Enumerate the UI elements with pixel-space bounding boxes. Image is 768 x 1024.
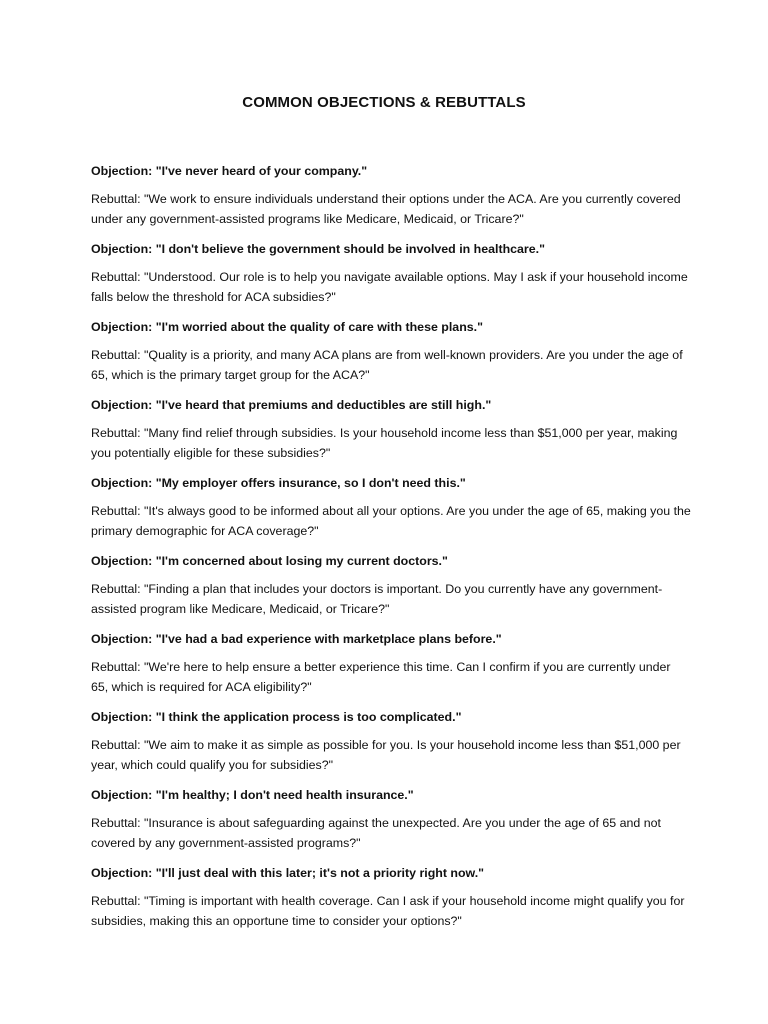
objection-text: Objection: "I've heard that premiums and deductibles are still high." xyxy=(91,398,492,412)
objection-pair xyxy=(91,552,691,619)
rebuttal-text: Rebuttal: "Understood. Our role is to help you navigate available options. May I ask if your household income falls below the threshold for ACA subsidies?" xyxy=(91,270,688,304)
objection-text: Objection: "I'll just deal with this later; it's not a priority right now." xyxy=(91,866,485,880)
objections-list xyxy=(91,162,691,942)
objection-text: Objection: "I don't believe the government should be involved in healthcare." xyxy=(91,242,545,256)
objection-pair xyxy=(91,318,691,385)
rebuttal-text: Rebuttal: "Many find relief through subsidies. Is your household income less than $51,000 per year, making you potentially eligible for these subsidies?" xyxy=(91,426,678,460)
rebuttal-text: Rebuttal: "We work to ensure individuals understand their options under the ACA. Are you currently covered under any government-assisted programs like Medicare, Medicaid, or Tricare?" xyxy=(91,192,681,226)
objection-text: Objection: "I'm concerned about losing my current doctors." xyxy=(91,554,448,568)
rebuttal-text: Rebuttal: "We're here to help ensure a better experience this time. Can I confirm if you are currently under 65, which is required for ACA eligibility?" xyxy=(91,660,671,694)
objection-text: Objection: "I'm healthy; I don't need health insurance." xyxy=(91,788,414,802)
document-title: COMMON OBJECTIONS & REBUTTALS xyxy=(242,94,526,111)
rebuttal-text: Rebuttal: "Insurance is about safeguarding against the unexpected. Are you under the age of 65 and not covered by any government-assisted programs?" xyxy=(91,816,661,850)
objection-pair xyxy=(91,396,691,463)
objection-pair xyxy=(91,786,691,853)
objection-text: Objection: "I've had a bad experience with marketplace plans before." xyxy=(91,632,502,646)
objection-pair xyxy=(91,630,691,697)
rebuttal-text: Rebuttal: "Finding a plan that includes your doctors is important. Do you currently have any government-assisted program like Medicare, Medicaid, or Tricare?" xyxy=(91,582,663,616)
objection-text: Objection: "I'm worried about the quality of care with these plans." xyxy=(91,320,483,334)
rebuttal-text: Rebuttal: "Timing is important with health coverage. Can I ask if your household income might qualify you for subsidies, making this an opportune time to consider your options?" xyxy=(91,894,685,928)
objection-pair xyxy=(91,162,691,229)
objection-text: Objection: "My employer offers insurance, so I don't need this." xyxy=(91,476,466,490)
objection-pair xyxy=(91,708,691,775)
objection-pair xyxy=(91,240,691,307)
rebuttal-text: Rebuttal: "Quality is a priority, and many ACA plans are from well-known providers. Are you under the age of 65, which is the primary target group for the ACA?" xyxy=(91,348,683,382)
objection-text: Objection: "I think the application process is too complicated." xyxy=(91,710,462,724)
objection-pair xyxy=(91,864,691,931)
rebuttal-text: Rebuttal: "We aim to make it as simple as possible for you. Is your household income less than $51,000 per year, which could qualify you for subsidies?" xyxy=(91,738,681,772)
objection-text: Objection: "I've never heard of your company." xyxy=(91,164,368,178)
objection-pair xyxy=(91,474,691,541)
rebuttal-text: Rebuttal: "It's always good to be informed about all your options. Are you under the age of 65, making you the primary demographic for ACA coverage?" xyxy=(91,504,691,538)
